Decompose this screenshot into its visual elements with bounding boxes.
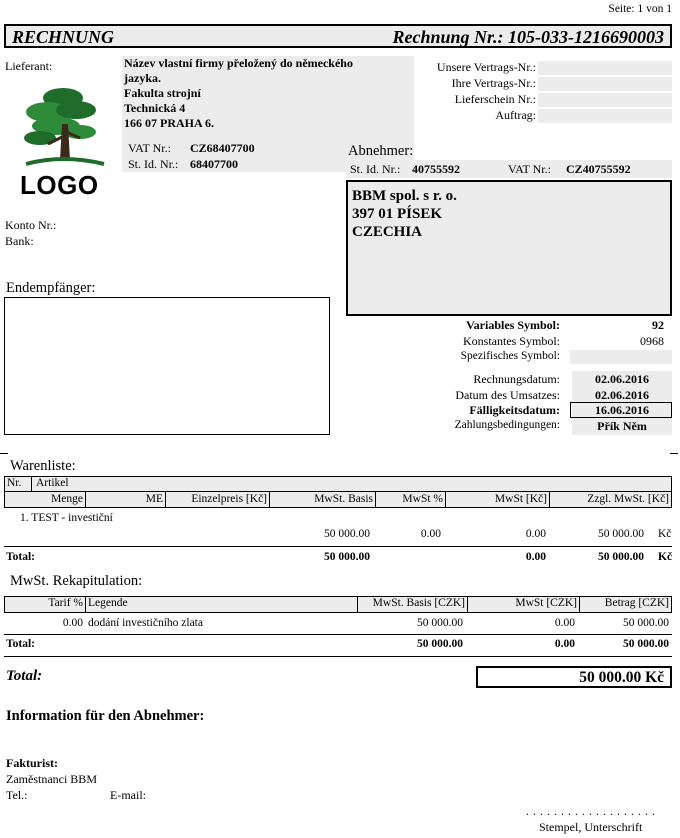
signature-dots: . . . . . . . . . . . . . . . . . . . bbox=[526, 804, 656, 818]
buyer-address-box bbox=[346, 180, 672, 316]
items-divider bbox=[4, 546, 672, 547]
end-recipient-label: Endempfänger: bbox=[6, 280, 96, 296]
items-total-vat: 0.00 bbox=[525, 551, 546, 563]
recap-legend: dodání investičního zlata bbox=[88, 617, 203, 629]
col-vat-base: MwSt. Basis bbox=[314, 493, 373, 505]
recap-amount: 50 000.00 bbox=[623, 617, 669, 629]
buyer-stid-label: St. Id. Nr.: bbox=[350, 162, 401, 176]
recap-total-amount: 50 000.00 bbox=[623, 638, 669, 650]
item-vat-percent: 0.00 bbox=[420, 528, 441, 540]
supplier-name-1: Název vlastní firmy přeložený do německého bbox=[124, 56, 353, 70]
supplier-line-5: 166 07 PRAHA 6. bbox=[124, 116, 214, 130]
items-total-label: Total: bbox=[6, 551, 35, 563]
recap-total-vat: 0.00 bbox=[554, 638, 575, 650]
col-quantity: Menge bbox=[51, 493, 83, 505]
recap-col-rate: Tarif % bbox=[48, 597, 83, 609]
recap-title: MwSt. Rekapitulation: bbox=[10, 573, 143, 589]
items-title: Warenliste: bbox=[10, 458, 76, 474]
recap-col-amount: Betrag [CZK] bbox=[604, 597, 669, 609]
recap-col-base: MwSt. Basis [CZK] bbox=[372, 597, 465, 609]
order-label: Auftrag: bbox=[495, 108, 536, 122]
our-contract-value bbox=[538, 61, 672, 75]
contract-references bbox=[414, 60, 672, 124]
delivery-note-label: Lieferschein Nr.: bbox=[454, 92, 536, 106]
account-label: Konto Nr.: bbox=[5, 218, 57, 232]
supplier-line-3: Fakulta strojní bbox=[124, 86, 201, 100]
item-vat: 0.00 bbox=[525, 528, 546, 540]
supplier-vat-label: VAT Nr.: bbox=[128, 141, 171, 155]
item-total: 50 000.00 bbox=[598, 528, 644, 540]
recap-vat: 0.00 bbox=[554, 617, 575, 629]
your-contract-value bbox=[538, 77, 672, 91]
invoice-date-label: Rechnungsdatum: bbox=[473, 372, 560, 386]
bank-label: Bank: bbox=[5, 234, 34, 248]
buyer-ids bbox=[346, 160, 672, 178]
buyer-stid-value: 40755592 bbox=[412, 162, 460, 176]
variable-symbol-label: Variables Symbol: bbox=[466, 318, 560, 332]
col-vat: MwSt [Kč] bbox=[494, 493, 547, 505]
logo-text: LOGO bbox=[20, 170, 99, 200]
recap-col-legend: Legende bbox=[88, 597, 128, 609]
buyer-vat-label: VAT Nr.: bbox=[508, 162, 551, 176]
your-contract-label: Ihre Vertrags-Nr.: bbox=[451, 76, 536, 90]
items-total-currency: Kč bbox=[658, 551, 673, 563]
recap-total-label: Total: bbox=[6, 638, 35, 650]
buyer-line-1: BBM spol. s r. o. bbox=[352, 188, 457, 204]
items-total-vat-base: 50 000.00 bbox=[324, 551, 370, 563]
end-recipient-box bbox=[4, 297, 330, 435]
col-nr: Nr. bbox=[7, 477, 22, 489]
payment-terms-label: Zahlungsbedingungen: bbox=[454, 419, 560, 431]
payment-symbols bbox=[346, 318, 672, 366]
issuer-name: Zaměstnanci BBM bbox=[6, 772, 97, 786]
item-currency: Kč bbox=[658, 528, 672, 540]
turnover-date-value: 02.06.2016 bbox=[595, 388, 649, 402]
recap-total-base: 50 000.00 bbox=[417, 638, 463, 650]
recap-col-vat: MwSt [CZK] bbox=[515, 597, 577, 609]
buyer-label: Abnehmer: bbox=[348, 143, 414, 159]
constant-symbol-value: 0968 bbox=[640, 334, 664, 348]
order-value bbox=[538, 109, 672, 123]
specific-symbol-label: Spezifisches Symbol: bbox=[460, 350, 560, 362]
supplier-stid-value: 68407700 bbox=[190, 157, 238, 171]
recap-base: 50 000.00 bbox=[417, 617, 463, 629]
buyer-line-3: CZECHIA bbox=[352, 224, 423, 240]
grand-total-value: 50 000.00 Kč bbox=[579, 669, 664, 686]
item-vat-base: 50 000.00 bbox=[324, 528, 370, 540]
invoice-date-value: 02.06.2016 bbox=[595, 372, 649, 386]
supplier-stid-label: St. Id. Nr.: bbox=[128, 157, 179, 171]
col-total: Zzgl. MwSt. [Kč] bbox=[587, 493, 669, 505]
our-contract-label: Unsere Vertrags-Nr.: bbox=[436, 60, 536, 74]
due-date-label: Fälligkeitsdatum: bbox=[469, 403, 560, 417]
due-date-value: 16.06.2016 bbox=[595, 403, 649, 417]
supplier-vat-value: CZ68407700 bbox=[190, 141, 255, 155]
grand-total-label: Total: bbox=[6, 668, 43, 684]
recap-bottom-line bbox=[4, 656, 672, 657]
recap-header bbox=[4, 596, 672, 613]
buyer-line-2: 397 01 PÍSEK bbox=[352, 206, 443, 222]
variable-symbol-value: 92 bbox=[652, 318, 664, 332]
issuer-tel-label: Tel.: bbox=[6, 788, 28, 802]
supplier-name-2: jazyka. bbox=[124, 71, 161, 85]
title-bar bbox=[4, 24, 672, 48]
constant-symbol-label: Konstantes Symbol: bbox=[462, 334, 560, 348]
info-title: Information für den Abnehmer: bbox=[6, 708, 205, 724]
col-unit-price: Einzelpreis [Kč] bbox=[191, 493, 267, 505]
buyer-vat-value: CZ40755592 bbox=[566, 162, 631, 176]
page-number: Seite: 1 von 1 bbox=[608, 3, 672, 15]
issuer-email-label: E-mail: bbox=[110, 788, 146, 802]
fold-mark-left bbox=[0, 453, 8, 454]
col-article: Artikel bbox=[36, 477, 69, 489]
dates-block bbox=[346, 371, 672, 435]
col-vat-percent: MwSt % bbox=[402, 493, 443, 505]
specific-symbol-value bbox=[570, 350, 672, 364]
recap-rate: 0.00 bbox=[62, 617, 83, 629]
delivery-note-value bbox=[538, 93, 672, 107]
grand-total-box bbox=[476, 666, 672, 688]
invoice-number: Rechnung Nr.: 105-033-1216690003 bbox=[392, 27, 664, 47]
payment-terms-value: Přík Něm bbox=[597, 419, 647, 433]
tree-icon bbox=[18, 84, 108, 172]
supplier-label: Lieferant: bbox=[5, 59, 53, 73]
col-unit: ME bbox=[145, 493, 163, 505]
items-header-row-1 bbox=[4, 476, 672, 492]
document-title: RECHNUNG bbox=[12, 27, 115, 47]
item-name: 1. TEST - investiční bbox=[20, 512, 113, 524]
supplier-line-4: Technická 4 bbox=[124, 101, 186, 115]
items-total-sum: 50 000.00 bbox=[598, 551, 644, 563]
signature-label: Stempel, Unterschrift bbox=[539, 820, 643, 834]
items-header-row-2 bbox=[4, 492, 672, 508]
fold-mark-right bbox=[670, 453, 678, 454]
recap-divider bbox=[4, 634, 672, 635]
issuer-label: Fakturist: bbox=[6, 756, 58, 770]
turnover-date-label: Datum des Umsatzes: bbox=[455, 388, 560, 402]
